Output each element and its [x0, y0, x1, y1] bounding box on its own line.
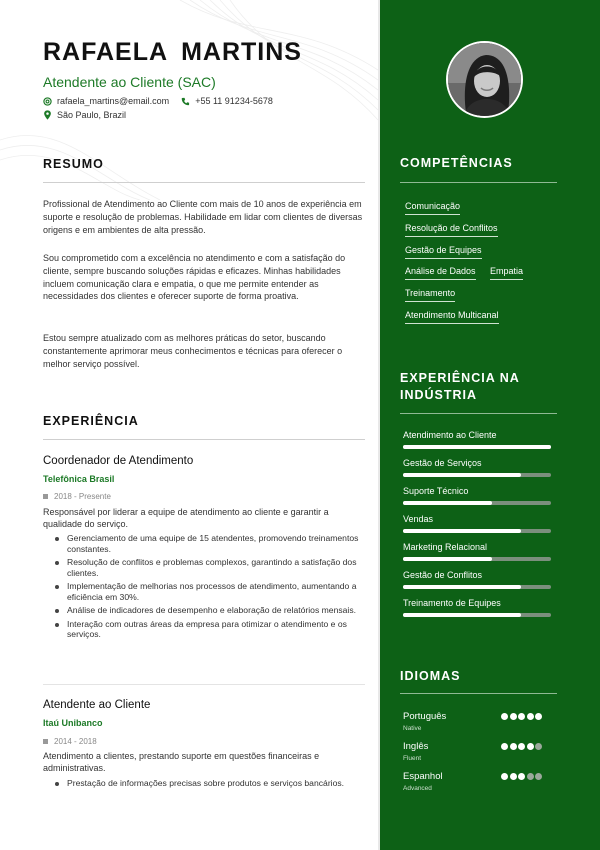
rating-dot — [527, 773, 534, 780]
language-item — [403, 711, 553, 732]
rating-dot — [510, 773, 517, 780]
summary-paragraph: Profissional de Atendimento ao Cliente com mais de 10 anos de experiência em suporte e resolução de problemas. Habilidade em lidar com clientes de diversas origens e em ambientes de alta pressão. — [43, 199, 363, 235]
industry-skill-bar-fill — [403, 473, 521, 477]
language-name: Português — [403, 711, 447, 722]
language-name: Inglês — [403, 741, 429, 752]
rating-dot — [501, 743, 508, 750]
calendar-icon — [43, 739, 48, 744]
industry-skill — [403, 430, 552, 449]
experience-heading: EXPERIÊNCIA — [43, 414, 139, 428]
divider — [43, 182, 365, 183]
industry-skill-bar — [403, 613, 551, 617]
industry-skill-bar — [403, 557, 551, 561]
list-item: Gerenciamento de uma equipe de 15 atendentes, promovendo treinamentos constantes. — [55, 533, 367, 555]
divider — [43, 684, 365, 685]
language-item — [403, 741, 553, 762]
list-item: Interação com outras áreas da empresa para otimizar o atendimento e os serviços. — [55, 619, 367, 641]
profile-photo — [446, 41, 523, 118]
rating-dot — [518, 773, 525, 780]
divider — [400, 413, 557, 414]
industry-skill-bar-fill — [403, 445, 551, 449]
language-level: Native — [403, 725, 422, 732]
skill-tag: Gestão de Equipes — [405, 245, 482, 259]
list-item: Análise de indicadores de desempenho e elaboração de relatórios mensais. — [55, 605, 367, 616]
job-company: Itaú Unibanco — [43, 718, 103, 728]
email-text[interactable]: rafaela_martins@email.com — [57, 96, 170, 106]
contact-line — [43, 96, 273, 106]
industry-heading: EXPERIÊNCIA NA INDÚSTRIA — [400, 371, 520, 402]
job-title: Coordenador de Atendimento — [43, 455, 194, 467]
calendar-icon — [43, 494, 48, 499]
list-item: Implementação de melhorias nos processos de atendimento, aumentando a eficiência em 30%. — [55, 581, 367, 603]
language-item — [403, 771, 553, 792]
job-title: Atendente ao Cliente — [43, 699, 151, 711]
industry-skill-bar-fill — [403, 613, 521, 617]
rating-dot — [535, 743, 542, 750]
candidate-name: RAFAELA MARTINS — [43, 38, 302, 66]
language-level: Fluent — [403, 755, 422, 762]
location-line — [43, 110, 126, 120]
rating-dot — [510, 713, 517, 720]
industry-skill-label: Gestão de Conflitos — [403, 570, 483, 580]
industry-skill-bar-fill — [403, 557, 492, 561]
skill-tag: Treinamento — [405, 288, 455, 302]
rating-dot — [510, 743, 517, 750]
skill-tag: Análise de Dados — [405, 266, 476, 280]
job-dates — [43, 737, 97, 746]
rating-dot — [501, 773, 508, 780]
industry-skill — [403, 486, 552, 505]
industry-skill — [403, 458, 552, 477]
industry-skill-label: Vendas — [403, 514, 434, 524]
language-rating — [501, 743, 544, 750]
list-item: Resolução de conflitos e problemas complexos, garantindo a satisfação dos clientes. — [55, 557, 367, 579]
industry-skill — [403, 598, 552, 617]
industry-skill — [403, 570, 552, 589]
rating-dot — [535, 773, 542, 780]
list-item: Prestação de informações precisas sobre produtos e serviços bancários. — [55, 778, 367, 789]
divider — [400, 182, 557, 183]
industry-skill-bar — [403, 585, 551, 589]
industry-skill-bar-fill — [403, 501, 492, 505]
job-description: Responsável por liderar a equipe de atendimento ao cliente e garantir a qualidade do serviço. — [43, 507, 329, 529]
industry-skill-label: Atendimento ao Cliente — [403, 430, 497, 440]
industry-skill-label: Marketing Relacional — [403, 542, 488, 552]
industry-skill-bar — [403, 445, 551, 449]
rating-dot — [518, 713, 525, 720]
job-company: Telefônica Brasil — [43, 474, 115, 484]
divider — [400, 693, 557, 694]
rating-dot — [518, 743, 525, 750]
industry-skill-label: Gestão de Serviços — [403, 458, 482, 468]
industry-skill-bar-fill — [403, 585, 521, 589]
summary-paragraph: Estou sempre atualizado com as melhores práticas do setor, buscando constantemente aprimorar meus conhecimentos e técnicas para oferecer o melhor serviço possível. — [43, 333, 343, 369]
rating-dot — [535, 713, 542, 720]
language-name: Espanhol — [403, 771, 443, 782]
phone-icon — [181, 97, 190, 106]
job-dates-text: 2014 - 2018 — [54, 737, 97, 746]
phone-text[interactable]: +55 11 91234-5678 — [195, 96, 273, 106]
job-dates — [43, 492, 111, 501]
summary-paragraph: Sou comprometido com a excelência no atendimento e com a satisfação do cliente, sempre buscando soluções rápidas e eficazes. Minhas habilidades incluem comunicação clara e empatia, o que me permite entender as necessidades dos clientes e oferecer suporte de forma proativa. — [43, 253, 346, 302]
location-pin-icon — [43, 110, 52, 120]
language-level: Advanced — [403, 785, 432, 792]
skill-tag: Comunicação — [405, 201, 460, 215]
at-icon — [43, 97, 52, 106]
divider — [43, 439, 365, 440]
job-bullets — [55, 778, 367, 791]
location-text: São Paulo, Brazil — [57, 110, 127, 120]
skill-tag: Resolução de Conflitos — [405, 223, 498, 237]
job-dates-text: 2018 - Presente — [54, 492, 111, 501]
languages-heading: IDIOMAS — [400, 669, 461, 683]
skill-tag: Empatia — [490, 266, 523, 280]
language-rating — [501, 773, 544, 780]
job-description: Atendimento a clientes, prestando suporte em questões financeiras e administrativas. — [43, 751, 320, 773]
industry-skill-bar — [403, 529, 551, 533]
competencies-heading: COMPETÊNCIAS — [400, 156, 513, 170]
industry-skill-bar — [403, 473, 551, 477]
job-bullets — [55, 533, 367, 643]
industry-skill-label: Treinamento de Equipes — [403, 598, 501, 608]
rating-dot — [527, 713, 534, 720]
candidate-title: Atendente ao Cliente (SAC) — [43, 74, 216, 90]
industry-skill-bar — [403, 501, 551, 505]
industry-skill-label: Suporte Técnico — [403, 486, 469, 496]
industry-skill — [403, 514, 552, 533]
rating-dot — [527, 743, 534, 750]
industry-skill — [403, 542, 552, 561]
rating-dot — [501, 713, 508, 720]
language-rating — [501, 713, 544, 720]
industry-skill-bar-fill — [403, 529, 521, 533]
summary-heading: RESUMO — [43, 157, 104, 171]
skill-tag: Atendimento Multicanal — [405, 310, 499, 324]
